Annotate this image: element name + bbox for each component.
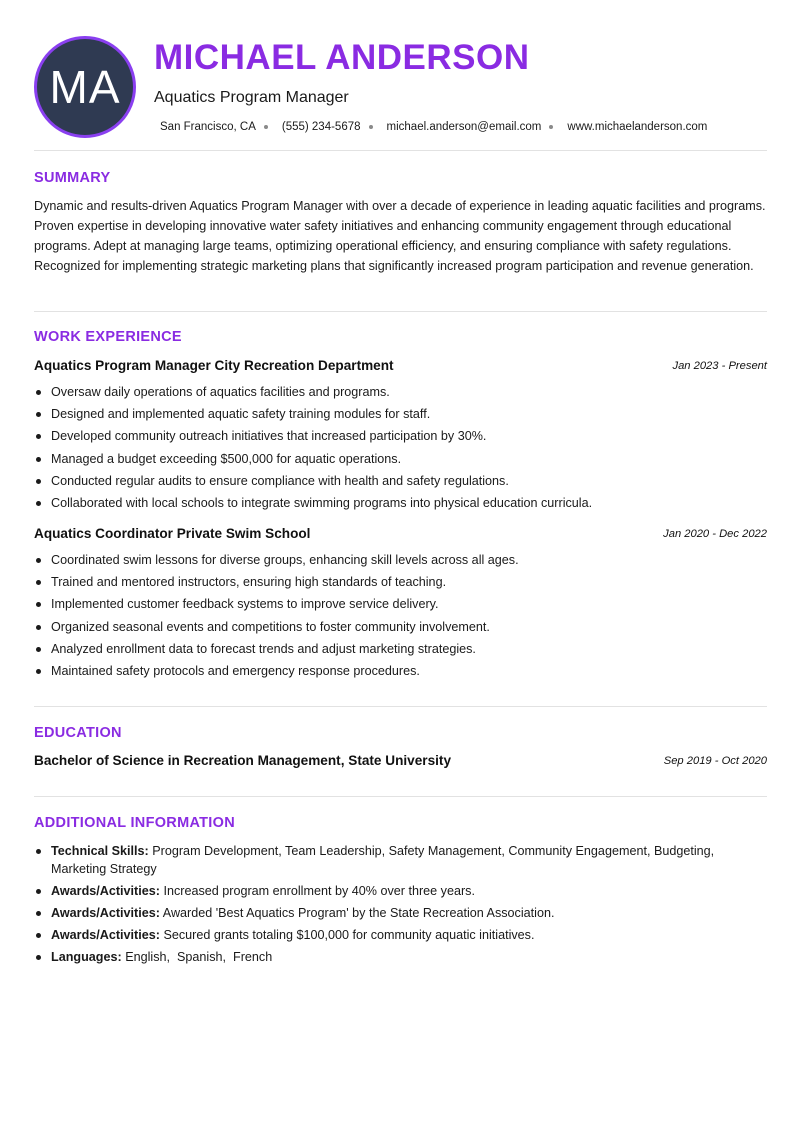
list-item: [34, 904, 764, 922]
summary-heading: SUMMARY: [34, 170, 111, 186]
item-label: Awards/Activities:: [51, 906, 160, 920]
additional-info-list: [34, 842, 764, 970]
list-item: [34, 842, 764, 878]
job-header: [34, 526, 767, 544]
divider: [34, 150, 767, 151]
contact-website[interactable]: www.michaelanderson.com: [567, 121, 708, 133]
item-text: Increased program enrollment by 40% over three years.: [163, 884, 475, 898]
item-label: Languages:: [51, 950, 122, 964]
separator-dot: [264, 125, 268, 129]
degree: Bachelor of Science in Recreation Management, State University: [34, 753, 452, 768]
list-item: Coordinated swim lessons for diverse groups, enhancing skill levels across all ages.: [34, 549, 767, 571]
contact-email[interactable]: michael.anderson@email.com: [386, 121, 542, 133]
summary-text: Dynamic and results-driven Aquatics Program Manager with over a decade of experience in leading aquatic facilities and programs. Proven expertise in developing innovative water safety initiatives and enhancing community engagement through educational programs. Adept at managing large teams, optimizing operational efficiency, and ensuring compliance with safety regulations. Recognized for implementing strategic marketing plans that significantly increased program participation and revenue generation.: [34, 199, 766, 273]
separator-dot: [549, 125, 553, 129]
list-item: [34, 882, 764, 900]
divider: [34, 311, 767, 312]
item-text: English, Spanish, French: [125, 950, 273, 964]
list-item: Analyzed enrollment data to forecast trends and adjust marketing strategies.: [34, 638, 767, 660]
list-item: Managed a budget exceeding $500,000 for aquatic operations.: [34, 448, 767, 470]
list-item: Oversaw daily operations of aquatics facilities and programs.: [34, 381, 767, 403]
separator-dot: [369, 125, 373, 129]
list-item: Trained and mentored instructors, ensuring high standards of teaching.: [34, 571, 767, 593]
list-item: Developed community outreach initiatives that increased participation by 30%.: [34, 425, 767, 447]
item-text: Secured grants totaling $100,000 for community aquatic initiatives.: [163, 928, 535, 942]
list-item: Conducted regular audits to ensure compliance with health and safety regulations.: [34, 470, 767, 492]
item-label: Technical Skills:: [51, 844, 149, 858]
divider: [34, 796, 767, 797]
list-item: Collaborated with local schools to integrate swimming programs into physical education curricula.: [34, 492, 767, 514]
education-dates: Sep 2019 - Oct 2020: [663, 755, 767, 767]
job-dates: Jan 2020 - Dec 2022: [663, 528, 767, 540]
list-item: Organized seasonal events and competitions to foster community involvement.: [34, 616, 767, 638]
avatar-initials: MA: [49, 61, 121, 113]
avatar: [34, 36, 136, 138]
job-bullets: [34, 549, 767, 682]
divider: [34, 706, 767, 707]
item-text: Program Development, Team Leadership, Safety Management, Community Engagement, Budgeting, Marketing Strategy: [51, 844, 715, 876]
education-heading: EDUCATION: [34, 725, 122, 741]
item-label: Awards/Activities:: [51, 884, 160, 898]
candidate-name: MICHAEL ANDERSON: [154, 38, 530, 77]
item-text: Awarded 'Best Aquatics Program' by the State Recreation Association.: [162, 906, 555, 920]
contact-phone: (555) 234-5678: [281, 121, 361, 133]
education-entry: [34, 753, 767, 771]
contact-location: San Francisco, CA: [160, 121, 256, 133]
list-item: Implemented customer feedback systems to improve service delivery.: [34, 593, 767, 615]
job-bullets: [34, 381, 767, 514]
list-item: Maintained safety protocols and emergency response procedures.: [34, 660, 767, 682]
job-dates: Jan 2023 - Present: [672, 360, 767, 372]
list-item: [34, 948, 764, 966]
contact-line: [160, 121, 707, 133]
candidate-title: Aquatics Program Manager: [154, 89, 349, 106]
list-item: [34, 926, 764, 944]
list-item: Designed and implemented aquatic safety training modules for staff.: [34, 403, 767, 425]
additional-info-heading: ADDITIONAL INFORMATION: [34, 815, 235, 831]
item-label: Awards/Activities:: [51, 928, 160, 942]
work-experience-heading: WORK EXPERIENCE: [34, 329, 182, 345]
job-role: Aquatics Program Manager City Recreation Department: [34, 358, 394, 373]
job-role: Aquatics Coordinator Private Swim School: [34, 526, 311, 541]
job-header: [34, 358, 767, 376]
